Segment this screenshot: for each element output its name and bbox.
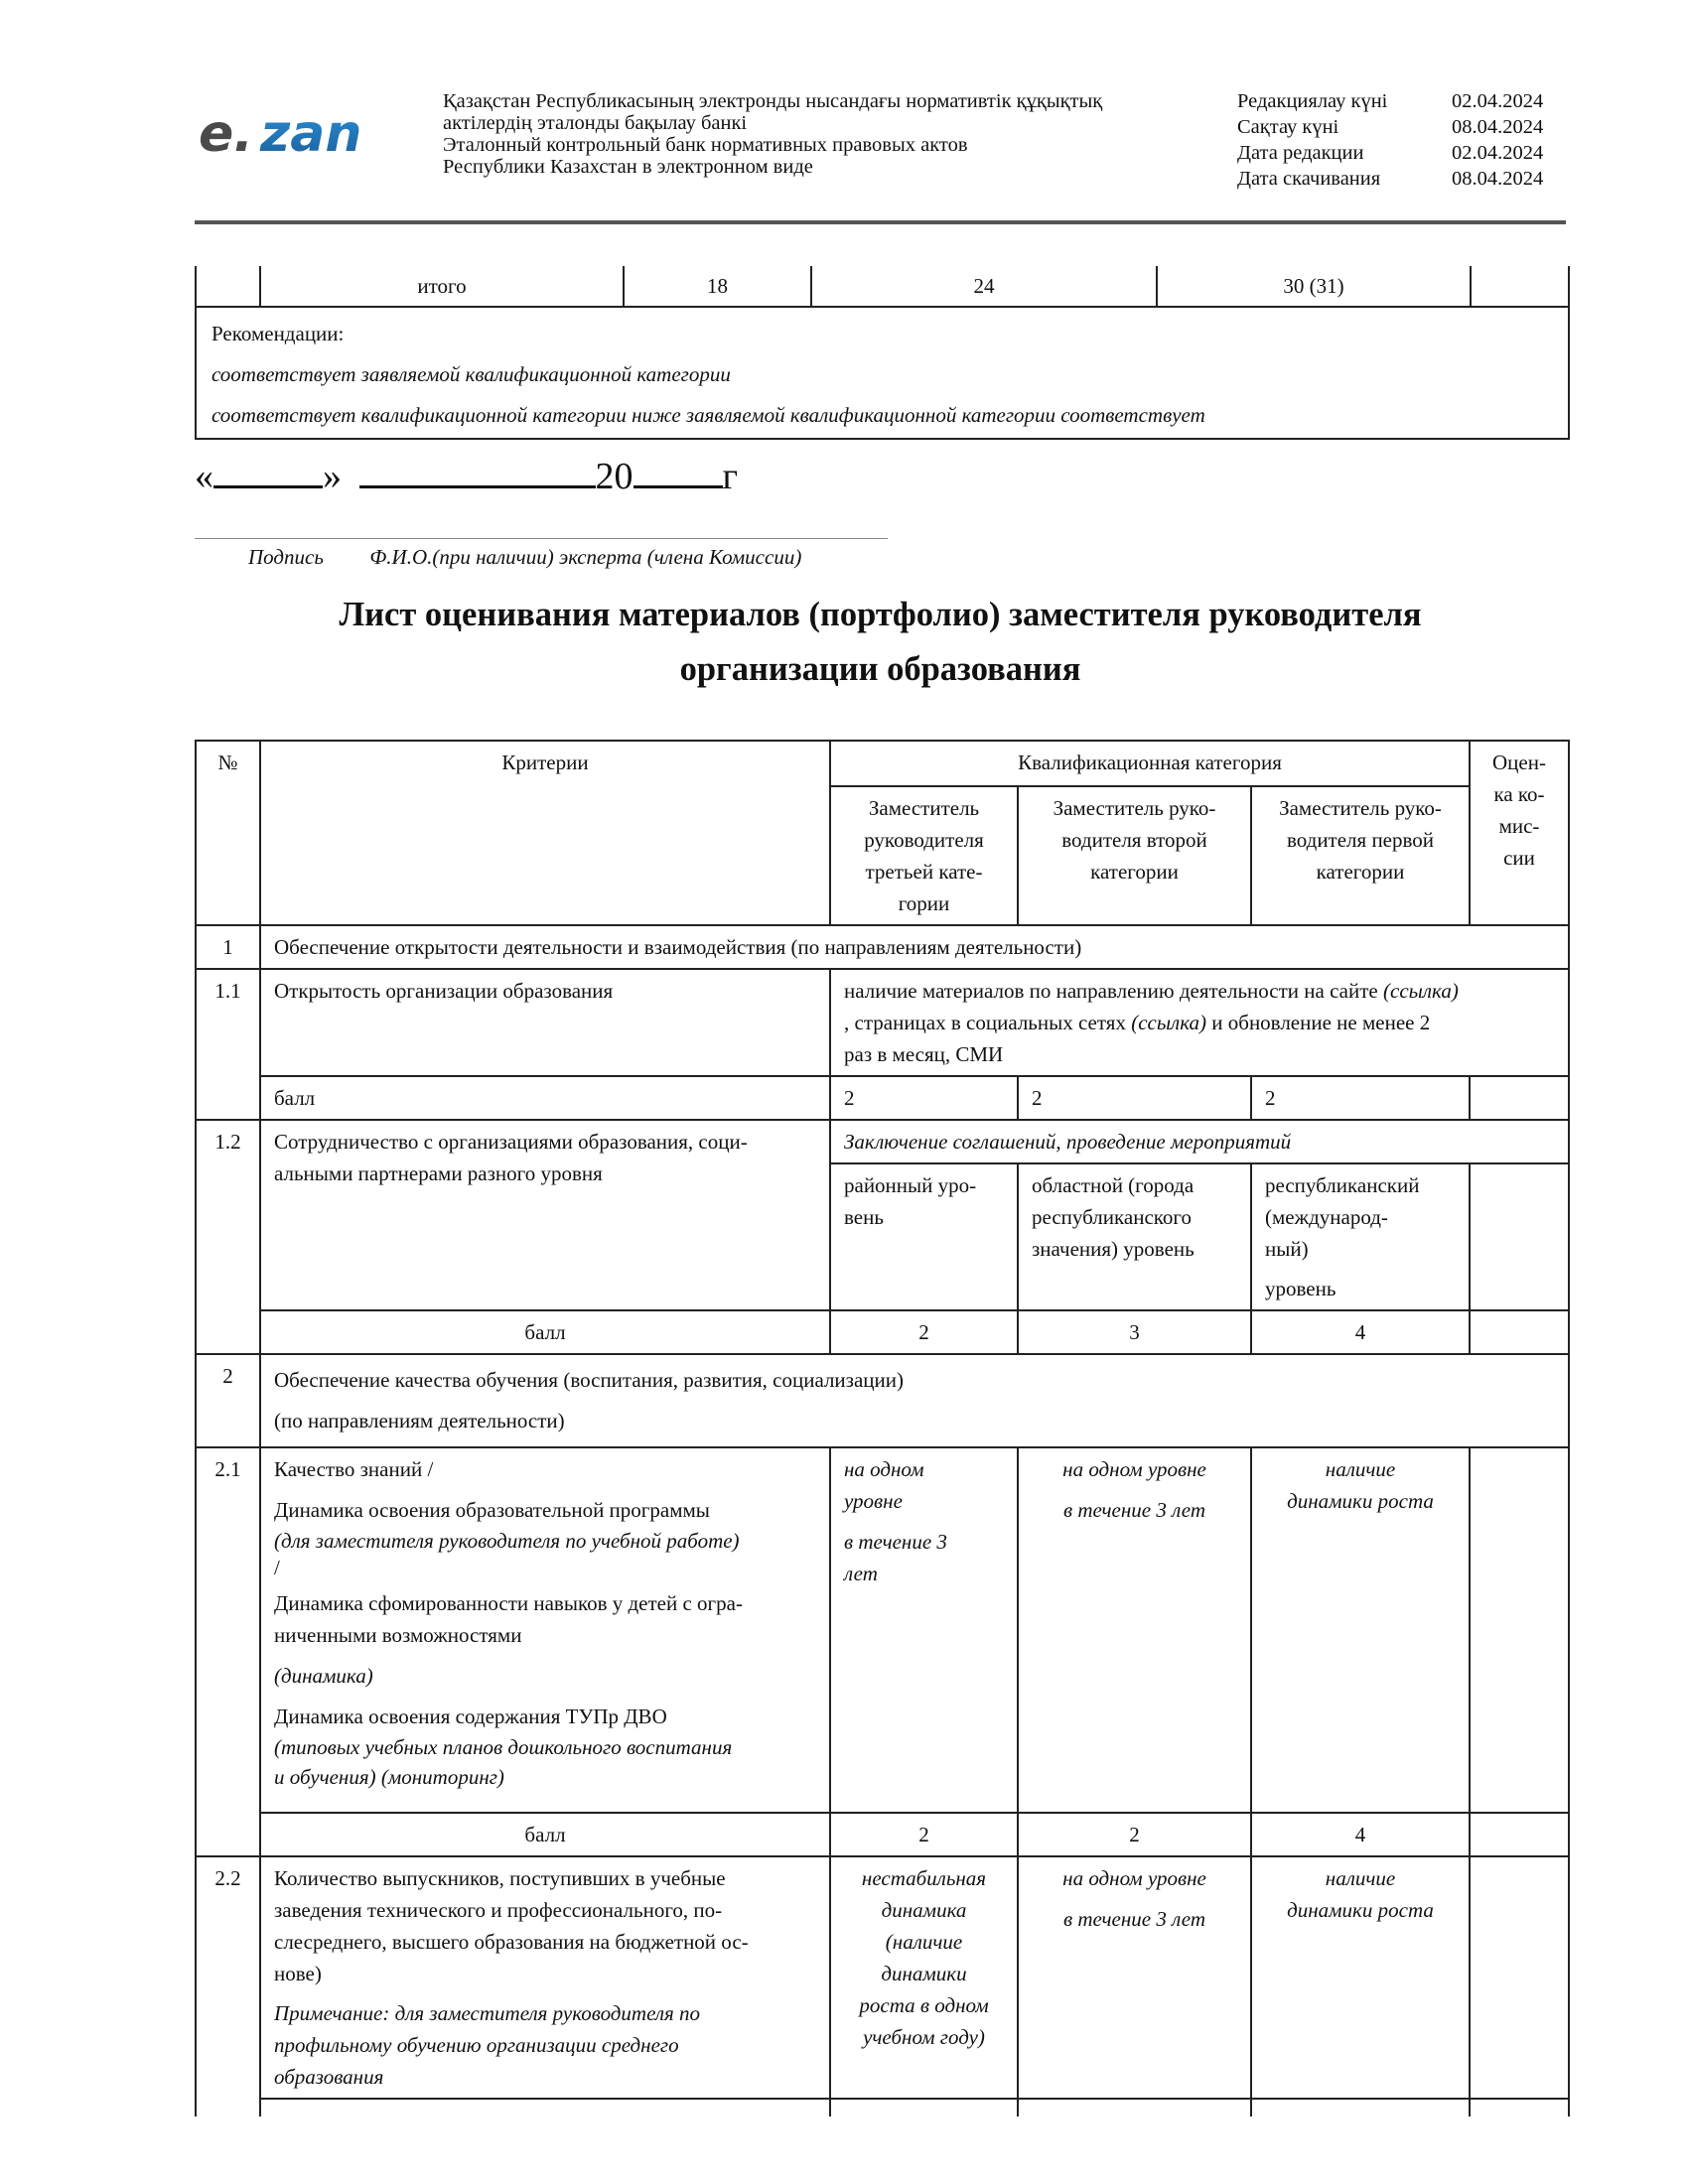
value-cat2: на одном уровне в течение 3 лет — [1018, 1856, 1251, 2099]
criterion-text: Сотрудничество с организациями образования, соци- альными партнерами разного уровня — [260, 1120, 830, 1310]
recommendation-option: соответствует квалификационной категории ниже заявляемой квалификационной категории соответствует — [211, 403, 1205, 427]
signature-caption: Подпись Ф.И.О.(при наличии) эксперта (члена Комиссии) — [248, 545, 802, 569]
col-num-header: № — [196, 741, 260, 925]
criterion-row — [196, 1120, 1569, 1163]
criterion-row — [196, 969, 1569, 1076]
ball-label: балл — [260, 1813, 830, 1856]
criterion-text: Открытость организации образования — [260, 969, 830, 1076]
ball-label: балл — [260, 1076, 830, 1120]
criterion-row — [196, 1856, 1569, 2099]
criterion-text: Количество выпускников, поступивших в учебные заведения технического и профессионального, по- слесреднего, высшего образования на бюджетной ос- нове) Примечание: для заместителя руководителя по профильному обучению организации среднего образования — [260, 1856, 830, 2099]
value-cat1: наличие динамики роста — [1251, 1447, 1470, 1813]
signature-line — [195, 538, 888, 539]
criterion-description: наличие материалов по направлению деятельности на сайте (ссылка) , страницах в социальных сетях (ссылка) и обновление не менее 2 раз в месяц, СМИ — [830, 969, 1569, 1076]
header-divider — [195, 220, 1566, 224]
col-cat2-header: Заместитель руко- водителя второй категории — [1018, 786, 1251, 925]
section-row — [196, 1354, 1569, 1447]
score-cat2: 2 — [1018, 1076, 1251, 1120]
criterion-num: 1.1 — [196, 969, 260, 1120]
value-cat3: на одном уровне в течение 3 лет — [830, 1447, 1018, 1813]
total-label: итого — [260, 266, 624, 307]
date-line: « » 20 г — [195, 450, 738, 501]
level-cat2: областной (города республиканского значения) уровень — [1018, 1163, 1251, 1310]
section-row — [196, 925, 1569, 969]
recommendations-label: Рекомендации: — [211, 322, 345, 345]
recommendation-option: соответствует заявляемой квалификационной категории — [211, 362, 731, 386]
total-row — [196, 266, 1569, 307]
score-row — [196, 1310, 1569, 1354]
value-cat1: наличие динамики роста — [1251, 1856, 1470, 2099]
criterion-description: Заключение соглашений, проведение мероприятий — [830, 1120, 1569, 1163]
commission-score — [1470, 1447, 1569, 1813]
section-num: 2 — [196, 1354, 260, 1447]
total-cat3: 18 — [624, 266, 811, 307]
criterion-row — [196, 1447, 1569, 1813]
score-row-partial — [196, 2099, 1569, 2116]
section-title: Обеспечение качества обучения (воспитания, развития, социализации) (по направлениям деятельности) — [260, 1354, 1569, 1447]
svg-text:zan: zan — [260, 104, 362, 164]
commission-score — [1470, 1813, 1569, 1856]
commission-score — [1470, 1310, 1569, 1354]
ball-label: балл — [260, 1310, 830, 1354]
svg-text:e.: e. — [199, 104, 254, 164]
criterion-num: 2.2 — [196, 1856, 260, 2099]
section-num: 1 — [196, 925, 260, 969]
commission-score — [1470, 1163, 1569, 1310]
col-category-header: Квалификационная категория — [830, 741, 1470, 786]
col-cat3-header: Заместитель руководителя третьей кате- гории — [830, 786, 1018, 925]
section-title: Обеспечение открытости деятельности и взаимодействия (по направлениям деятельности) — [260, 925, 1569, 969]
col-criteria-header: Критерии — [260, 741, 830, 925]
evaluation-table — [195, 740, 1570, 2116]
col-cat1-header: Заместитель руко- водителя первой категории — [1251, 786, 1470, 925]
score-cat2: 3 — [1018, 1310, 1251, 1354]
score-cat3: 2 — [830, 1310, 1018, 1354]
recommendations-row — [196, 307, 1569, 439]
col-commission-header: Оцен- ка ко- мис- сии — [1470, 741, 1569, 925]
total-cat1: 30 (31) — [1157, 266, 1471, 307]
score-cat1: 4 — [1251, 1813, 1470, 1856]
score-cat3: 2 — [830, 1076, 1018, 1120]
commission-score — [1470, 1856, 1569, 2099]
ezan-logo — [195, 99, 383, 169]
criterion-text: Качество знаний / Динамика освоения образовательной программы (для заместителя руководителя по учебной работе) / Динамика сфомированности навыков у детей с огра- ниченными возможностями (динамика) Динамика освоения содержания ТУПр ДВО (типовых учебных планов дошкольного воспитания и обучения) (мониторинг) — [260, 1447, 830, 1813]
table-header-row — [196, 741, 1569, 786]
value-cat2: на одном уровне в течение 3 лет — [1018, 1447, 1251, 1813]
bank-title: Қазақстан Республикасының электронды нысандағы нормативтік құқықтық актілердің эталонды бақылау банкі Эталонный контрольный банк нормативных правовых актов Республики Казахстан в электронном виде — [443, 90, 1103, 178]
document-title: Лист оценивания материалов (портфолио) заместителя руководителя организации образования — [339, 596, 1422, 688]
score-row — [196, 1076, 1569, 1120]
score-cat3: 2 — [830, 1813, 1018, 1856]
total-cat2: 24 — [811, 266, 1157, 307]
score-row — [196, 1813, 1569, 1856]
value-cat3: нестабильная динамика (наличие динамики роста в одном учебном году) — [830, 1856, 1018, 2099]
level-cat3: районный уро- вень — [830, 1163, 1018, 1310]
score-cat1: 4 — [1251, 1310, 1470, 1354]
previous-score-table — [195, 266, 1570, 440]
commission-score — [1470, 1076, 1569, 1120]
edition-meta: Редакциялау күні 02.04.2024 Сақтау күні 08.04.2024 Дата редакции 02.04.2024 Дата скачивания 08.04.2024 — [1237, 90, 1544, 190]
criterion-num: 2.1 — [196, 1447, 260, 1856]
level-cat1: республиканский (международ- ный) уровень — [1251, 1163, 1470, 1310]
score-cat1: 2 — [1251, 1076, 1470, 1120]
criterion-num: 1.2 — [196, 1120, 260, 1310]
score-cat2: 2 — [1018, 1813, 1251, 1856]
